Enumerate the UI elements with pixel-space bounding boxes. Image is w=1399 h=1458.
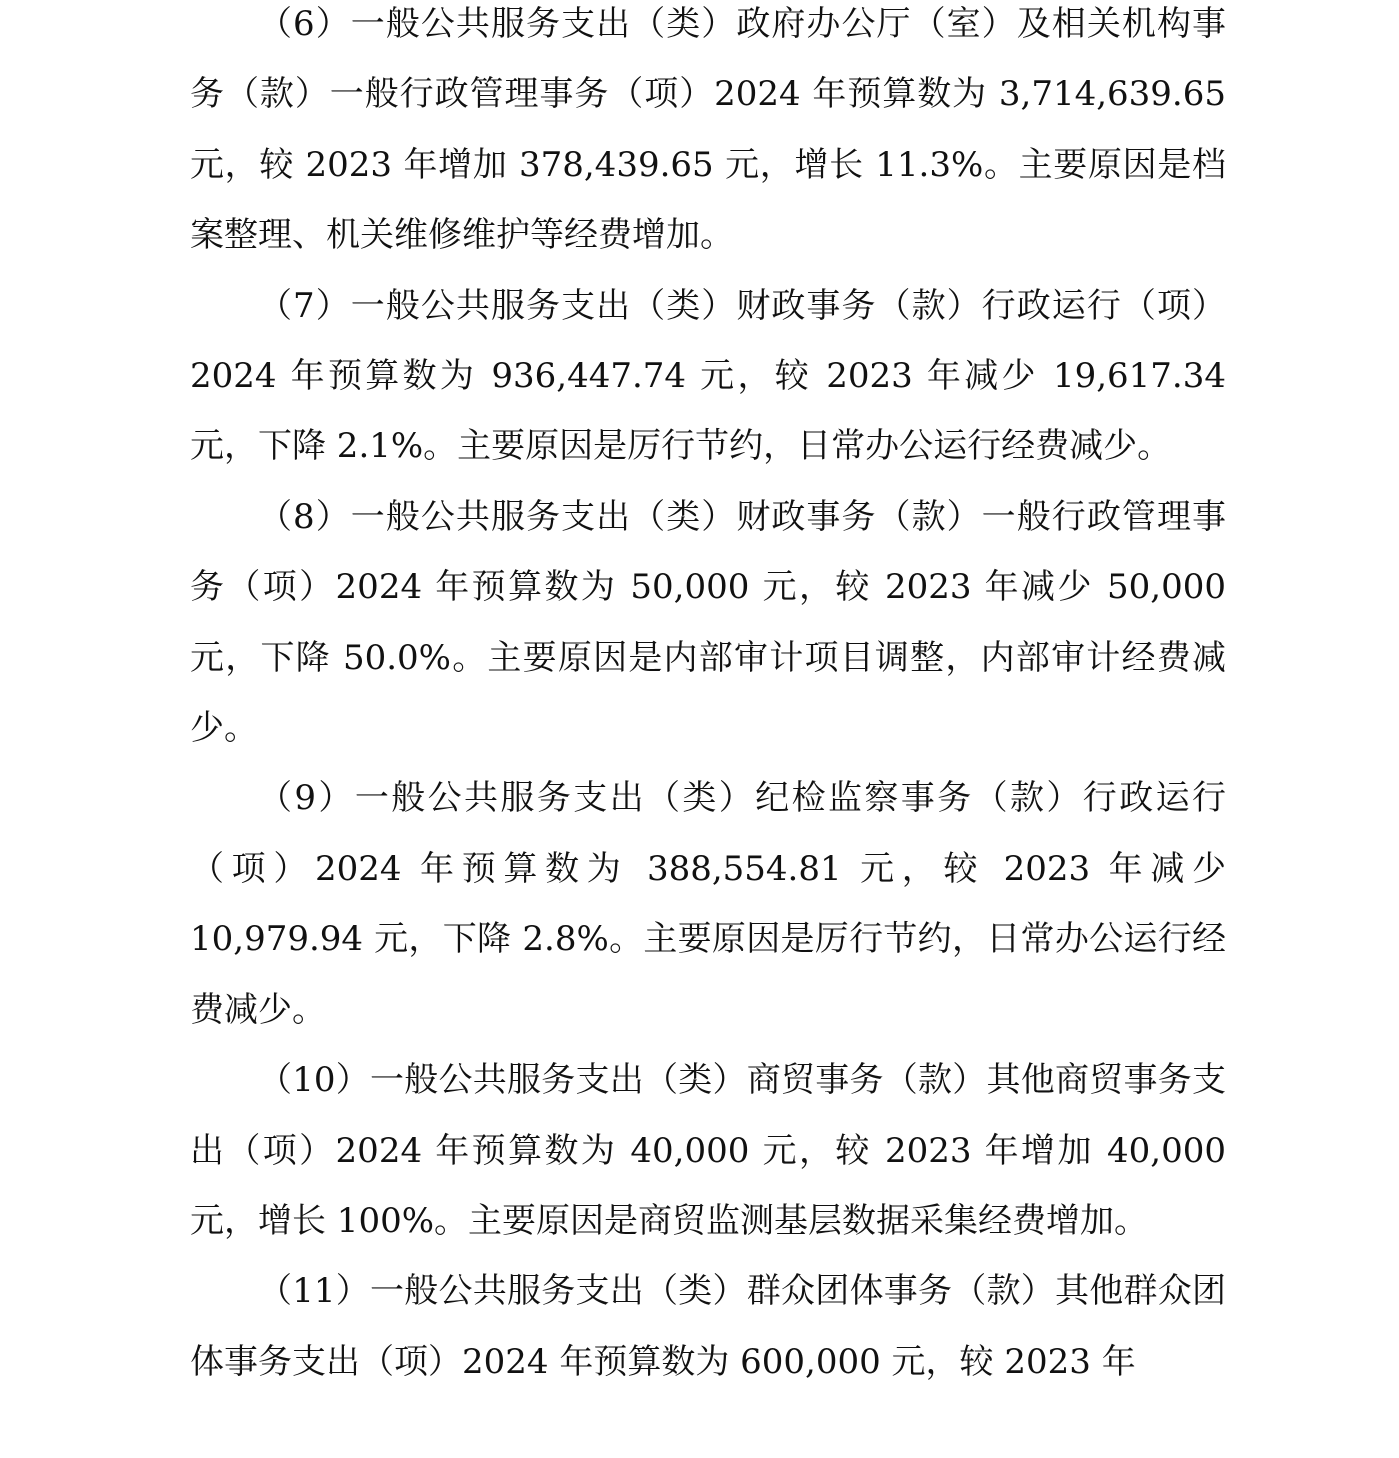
paragraph-item-6: （6）一般公共服务支出（类）政府办公厅（室）及相关机构事务（款）一般行政管理事务（项）2024 年预算数为 3,714,639.65 元，较 2023 年增加 378,439.65 元，增长 11.3%。主要原因是档案整理、机关维修维护等经费增加。 <box>190 4 1226 256</box>
paragraph-item-7: （7）一般公共服务支出（类）财政事务（款）行政运行（项）2024 年预算数为 936,447.74 元，较 2023 年减少 19,617.34 元，下降 2.1%。主要原因是厉行节约，日常办公运行经费减少。 <box>190 285 1226 467</box>
paragraph-item-10: （10）一般公共服务支出（类）商贸事务（款）其他商贸事务支出（项）2024 年预算数为 40,000 元，较 2023 年增加 40,000 元，增长 100%。主要原因是商贸监测基层数据采集经费增加。 <box>190 1060 1226 1241</box>
paragraph-item-8: （8）一般公共服务支出（类）财政事务（款）一般行政管理事务（项）2024 年预算数为 50,000 元，较 2023 年减少 50,000 元，下降 50.0%。主要原因是内部审计项目调整，内部审计经费减少。 <box>190 496 1226 749</box>
paragraph-item-9: （9）一般公共服务支出（类）纪检监察事务（款）行政运行（项）2024 年预算数为 388,554.81 元，较 2023 年减少 10,979.94 元，下降 2.8%。主要原因是厉行节约，日常办公运行经费减少。 <box>190 778 1226 1030</box>
paragraph-item-11: （11）一般公共服务支出（类）群众团体事务（款）其他群众团体事务支出（项）2024 年预算数为 600,000 元，较 2023 年 <box>190 1271 1226 1382</box>
document-page <box>190 0 1226 1458</box>
document-body <box>190 0 1226 1397</box>
